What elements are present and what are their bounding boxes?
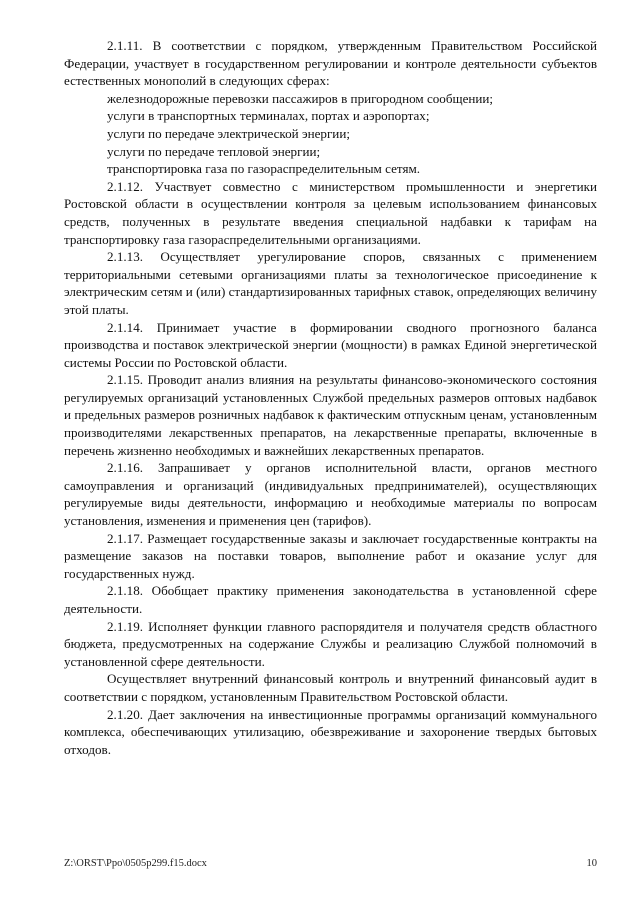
paragraph-2-1-11: 2.1.11. В соответствии с порядком, утвержденным Правительством Российской Федерации, участвует в государственном регулировании и контроле деятельности субъектов естественных монополий в следующих сферах:	[64, 38, 597, 89]
list-item: услуги по передаче электрической энергии;	[107, 125, 350, 141]
page-number: 10	[586, 858, 597, 869]
paragraph-2-1-15: 2.1.15. Проводит анализ влияния на результаты финансово-экономического состояния регулируемых организаций установленных Службой предельных размеров оптовых надбавок и предельных размеров розничных надбавок к фактическим отпускным ценам, установленным производителями лекарственных препаратов, на лекарственные препараты, включенные в перечень жизненно необходимых и важнейших лекарственных препаратов.	[64, 372, 597, 458]
paragraph-2-1-16: 2.1.16. Запрашивает у органов исполнительной власти, органов местного самоуправления и организаций (индивидуальных предпринимателей), осуществляющих регулируемые виды деятельности, информацию и необходимые материалы по вопросам установления, изменения и применения цен (тарифов).	[64, 460, 597, 529]
page-footer	[64, 855, 597, 873]
list-item: транспортировка газа по газораспределительным сетям.	[107, 161, 421, 177]
paragraph-2-1-17: 2.1.17. Размещает государственные заказы и заключает государственные контракты на размещение заказов на поставки товаров, выполнение работ и оказание услуг для государственных нужд.	[64, 530, 597, 581]
paragraph-2-1-12: 2.1.12. Участвует совместно с министерством промышленности и энергетики Ростовской области в осуществлении контроля за целевым использованием финансовых средств, полученных в результате введения специальной надбавки к тарифам на транспортировку газа газораспределительными организациями.	[64, 178, 597, 247]
list-item: услуги по передаче тепловой энергии;	[107, 143, 321, 159]
paragraph-2-1-13: 2.1.13. Осуществляет урегулирование споров, связанных с применением территориальными сетевыми организациями платы за технологическое присоединение к электрическим сетям и (или) стандартизированных тарифных ставок, определяющих величину этой платы.	[64, 249, 597, 317]
paragraph-2-1-20: 2.1.20. Дает заключения на инвестиционные программы организаций коммунального комплекса, обеспечивающих утилизацию, обезвреживание и захоронение твердых бытовых отходов.	[64, 706, 597, 757]
list-item: услуги в транспортных терминалах, портах и аэропортах;	[107, 108, 430, 124]
paragraph-2-1-14: 2.1.14. Принимает участие в формировании сводного прогнозного баланса производства и поставок электрической энергии (мощности) в рамках Единой энергетической системы России по Ростовской области.	[64, 319, 597, 370]
file-path: Z:\ORST\Ppo\0505p299.f15.docx	[64, 858, 207, 869]
paragraph-2-1-18: 2.1.18. Обобщает практику применения законодательства в установленной сфере деятельности.	[64, 583, 597, 616]
paragraph-internal-control: Осуществляет внутренний финансовый контроль и внутренний финансовый аудит в соответствии с порядком, установленным Правительством Ростовской области.	[64, 671, 597, 704]
list-item: железнодорожные перевозки пассажиров в пригородном сообщении;	[107, 90, 494, 106]
paragraph-2-1-19: 2.1.19. Исполняет функции главного распорядителя и получателя средств областного бюджета, предусмотренных на содержание Службы и реализацию Службой полномочий в установленной сфере деятельности.	[64, 618, 597, 669]
sphere-list	[64, 90, 597, 178]
